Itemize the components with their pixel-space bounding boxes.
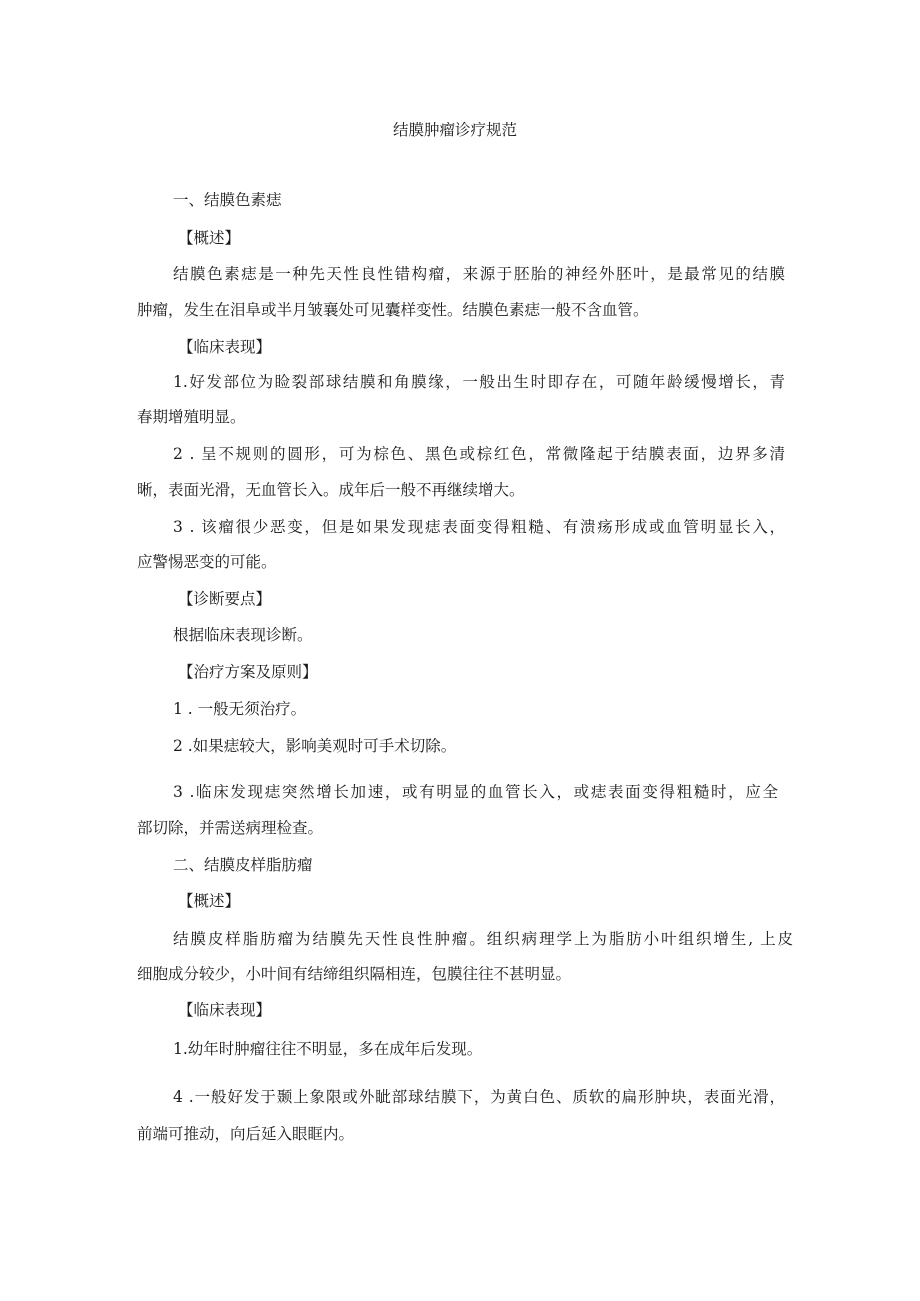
clinical-item-3-line2: 应警惕恶变的可能。 xyxy=(137,553,277,571)
clinical-2-item-4-line1: 4 .一般好发于颞上象限或外眦部球结膜下，为黄白色、质软的扁形肿块，表面光滑， xyxy=(173,1088,785,1106)
clinical-item-2-line2: 晰，表面光滑，无血管长入。成年后一般不再继续增大。 xyxy=(137,481,525,499)
treatment-item-2: 2 .如果痣较大，影响美观时可手术切除。 xyxy=(173,737,457,755)
clinical-label-2: 【临床表现】 xyxy=(178,1001,272,1019)
overview-text-1-line1: 结膜色素痣是一种先天性良性错构瘤，来源于胚胎的神经外胚叶，是最常见的结膜 xyxy=(173,265,785,283)
clinical-item-1-line1: 1.好发部位为睑裂部球结膜和角膜缘，一般出生时即存在，可随年龄缓慢增长，青 xyxy=(173,373,785,391)
clinical-item-2-line1: 2 . 呈不规则的圆形，可为棕色、黑色或棕红色，常微隆起于结膜表面，边界多清 xyxy=(173,445,785,463)
clinical-label-1: 【临床表现】 xyxy=(178,338,272,356)
overview-text-2-line1: 结膜皮样脂肪瘤为结膜先天性良性肿瘤。组织病理学上为脂肪小叶组织增生, 上皮 xyxy=(173,930,793,948)
overview-text-2-line2: 细胞成分较少，小叶间有结缔组织隔相连，包膜往往不甚明显。 xyxy=(137,965,572,983)
clinical-item-1-line2: 春期增殖明显。 xyxy=(137,408,246,426)
diagnosis-text: 根据临床表现诊断。 xyxy=(173,626,313,644)
section-heading-2: 二、结膜皮样脂肪瘤 xyxy=(173,856,313,874)
treatment-item-3-line1: 3 .临床发现痣突然增长加速，或有明显的血管长入，或痣表面变得粗糙时，应全 xyxy=(173,783,778,801)
clinical-2-item-4-line2: 前端可推动，向后延入眼眶内。 xyxy=(137,1125,355,1143)
treatment-label: 【治疗方案及原则】 xyxy=(178,663,318,681)
overview-text-1-line2: 肿瘤，发生在泪阜或半月皱襄处可见囊样变性。结膜色素痣一般不含血管。 xyxy=(137,301,649,319)
diagnosis-label: 【诊断要点】 xyxy=(178,590,272,608)
clinical-item-3-line1: 3 . 该瘤很少恶变，但是如果发现痣表面变得粗糙、有溃疡形成或血管明显长入， xyxy=(173,518,785,536)
clinical-2-item-1: 1.幼年时肿瘤往往不明显，多在成年后发现。 xyxy=(173,1040,483,1058)
treatment-item-3-line2: 部切除，并需送病理检查。 xyxy=(137,819,324,837)
page-title: 结膜肿瘤诊疗规范 xyxy=(393,121,518,139)
treatment-item-1: 1 . 一般无须治疗。 xyxy=(173,700,307,718)
section-heading-1: 一、结膜色素痣 xyxy=(173,191,282,209)
overview-label-1: 【概述】 xyxy=(178,229,241,247)
overview-label-2: 【概述】 xyxy=(178,892,241,910)
